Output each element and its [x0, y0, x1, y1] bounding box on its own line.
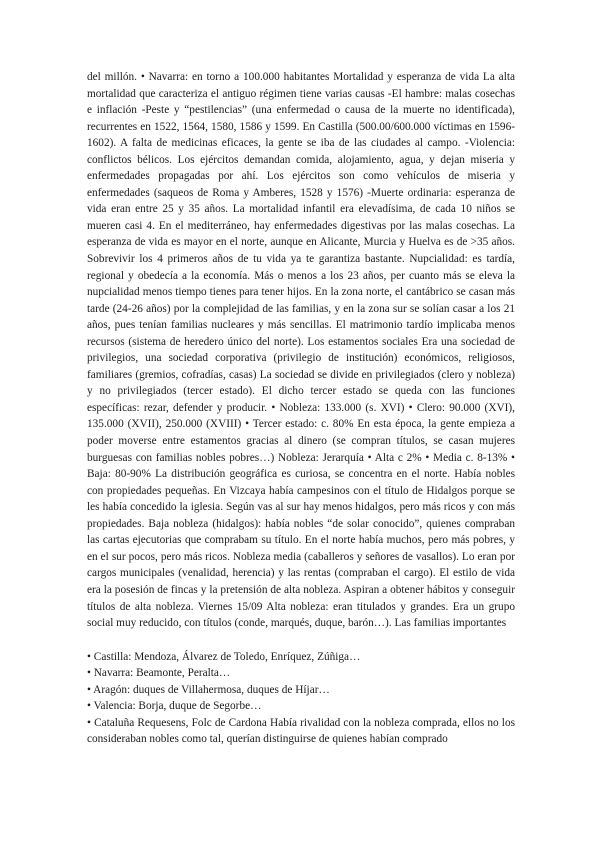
body-paragraph: del millón. • Navarra: en torno a 100.000 habitantes Mortalidad y esperanza de vida La alta mortalidad que caracteriza el antiguo régimen tiene varias causas -El hambre: malas cosechas e inflación -Peste y “pestilencias” (una enfermedad o causa de la muerte no identificada), recurrentes en 1522, 1564, 1580, 1586 y 1599. En Castilla (500.00/600.000 víctimas en 1596-1602). A falta de medicinas eficaces, la gente se iba de las ciudades al campo. -Violencia: conflictos bélicos. Los ejércitos demandan comida, alojamiento, agua, y dejan miseria y enfermedades propagadas por ahí. Los ejércitos son como vehículos de miseria y enfermedades (saqueos de Roma y Amberes, 1528 y 1576) -Muerte ordinaria: esperanza de vida eran entre 25 y 35 años. La mortalidad infantil era elevadísima, de cada 10 niños se mueren casi 4. En el mediterráneo, hay enfermedades digestivas por las malas cosechas. La esperanza de vida es mayor en el norte, aunque en Alicante, Murcia y Huelva es de >35 años. Sobrevivir los 4 primeros años de tu vida ya te garantiza bastante. Nupcialidad: es tardía, regional y obedecía a la economía. Más o menos a los 23 años, per cuanto más se eleva la nupcialidad menos tiempo tienes para tener hijos. En la zona norte, el cantábrico se casan más tarde (24-26 años) por la complejidad de las familias, y en la zona sur se solían casar a los 21 años, pues tenían familias nucleares y más sencillas. El matrimonio tardío implicaba menos recursos (sistema de heredero único del norte). Los estamentos sociales Era una sociedad de privilegios, una sociedad corporativa (privilegio de institución) económicos, religiosos, familiares (gremios, cofradías, casas) La sociedad se divide en privilegiados (clero y nobleza) y no privilegiados (tercer estado). El dicho tercer estado se queda con las funciones específicas: rezar, defender y producir. • Nobleza: 133.000 (s. XVI) • Clero: 90.000 (XVI), 135.000 (XVII), 250.000 (XVIII) • Tercer estado: c. 80% En esta época, la gente empieza a poder moverse entre estamentos gracias al dinero (se compran títulos, se casan mujeres burguesas con familias nobles pobres…) Nobleza: Jerarquía • Alta c 2% • Media c. 8-13% • Baja: 80-90% La distribución geográfica es curiosa, se concentra en el norte. Había nobles con propiedades pequeñas. En Vizcaya había campesinos con el título de Hidalgos porque se les había concedido la iglesia. Según vas al sur hay menos hidalgos, pero más ricos y con más propiedades. Baja nobleza (hidalgos): había nobles “de solar conocido”, quienes compraban las cartas ejecutorias que comprabam su título. En el norte había muchos, pero más pobres, y en el sur pocos, pero más ricos. Nobleza media (caballeros y señores de vasallos). Lo eran por cargos municipales (venalidad, herencia) y las rentas (compraban el cargo). El estilo de vida era la posesión de fincas y la pretensión de alta nobleza. Aspiran a obtener hábitos y conseguir títulos de alta nobleza. Viernes 15/09 Alta nobleza: eran titulados y grandes. Era un grupo social muy reducido, con títulos (conde, marqués, duque, barón…). Las familias importantes [87, 71, 515, 630]
important-families-list [87, 649, 515, 748]
list-item-castilla: • Castilla: Mendoza, Álvarez de Toledo, Enríquez, Zúñiga… [87, 650, 361, 663]
list-item-cataluna: • Cataluña Requesens, Folc de Cardona Había rivalidad con la nobleza comprada, ellos no los consideraban nobles como tal, querían distinguirse de quienes habían comprado [87, 716, 515, 746]
list-item-valencia: • Valencia: Borja, duque de Segorbe… [87, 700, 262, 713]
list-item-aragon: • Aragón: duques de Villahermosa, duques de Híjar… [87, 683, 330, 696]
document-content [87, 69, 515, 748]
list-item-navarra: • Navarra: Beamonte, Peralta… [87, 667, 231, 680]
